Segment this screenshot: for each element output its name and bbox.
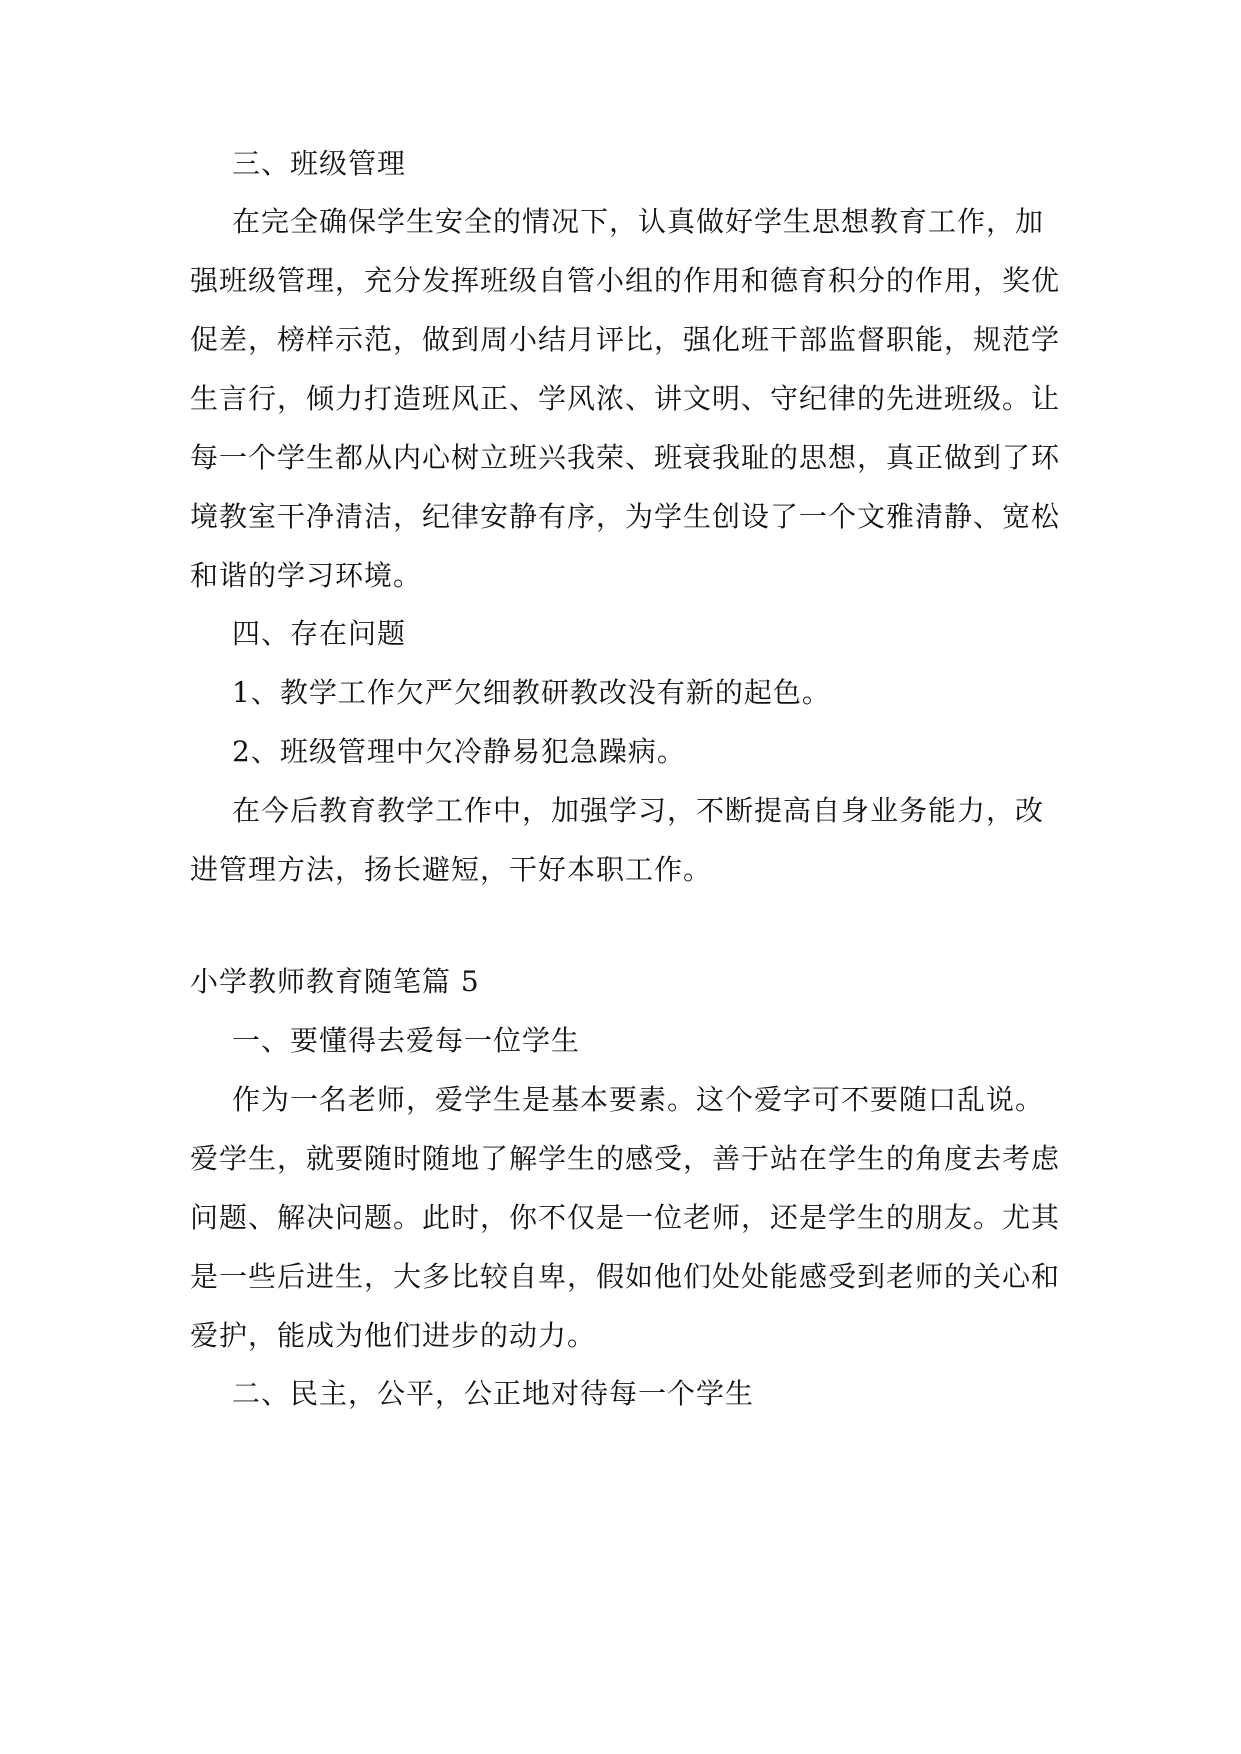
paragraph-line: 每一个学生都从内心树立班兴我荣、班衰我耻的思想，真正做到了环	[190, 441, 1061, 474]
paragraph-line: 境教室干净清洁，纪律安静有序，为学生创设了一个文雅清静、宽松	[190, 500, 1061, 533]
paragraph-line: 在今后教育教学工作中，加强学习，不断提高自身业务能力，改	[232, 794, 1045, 827]
paragraph-line: 作为一名老师，爱学生是基本要素。这个爱字可不要随口乱说。	[232, 1083, 1045, 1116]
section-heading: 三、班级管理	[232, 147, 407, 180]
paragraph-line: 生言行，倾力打造班风正、学风浓、讲文明、守纪律的先进班级。让	[190, 382, 1061, 415]
article-title: 小学教师教育随笔篇 5	[190, 965, 480, 998]
paragraph-line: 促差，榜样示范，做到周小结月评比，强化班干部监督职能，规范学	[190, 323, 1061, 356]
paragraph-line: 问题、解决问题。此时，你不仅是一位老师，还是学生的朋友。尤其	[190, 1201, 1061, 1234]
section-heading: 四、存在问题	[232, 617, 407, 650]
paragraph-line: 和谐的学习环境。	[190, 559, 423, 592]
section-heading: 一、要懂得去爱每一位学生	[232, 1024, 581, 1057]
section-heading: 二、民主，公平，公正地对待每一个学生	[232, 1377, 755, 1410]
paragraph-line: 强班级管理，充分发挥班级自管小组的作用和德育积分的作用，奖优	[190, 264, 1061, 297]
paragraph-line: 在完全确保学生安全的情况下，认真做好学生思想教育工作，加	[232, 205, 1045, 238]
paragraph-line: 是一些后进生，大多比较自卑，假如他们处处能感受到老师的关心和	[190, 1260, 1061, 1293]
paragraph-line: 爱学生，就要随时随地了解学生的感受，善于站在学生的角度去考虑	[190, 1142, 1061, 1175]
paragraph-line: 进管理方法，扬长避短，干好本职工作。	[190, 853, 713, 886]
list-item: 2、班级管理中欠冷静易犯急躁病。	[232, 735, 686, 768]
paragraph-line: 爱护，能成为他们进步的动力。	[190, 1319, 597, 1352]
list-item: 1、教学工作欠严欠细教研教改没有新的起色。	[232, 676, 831, 709]
